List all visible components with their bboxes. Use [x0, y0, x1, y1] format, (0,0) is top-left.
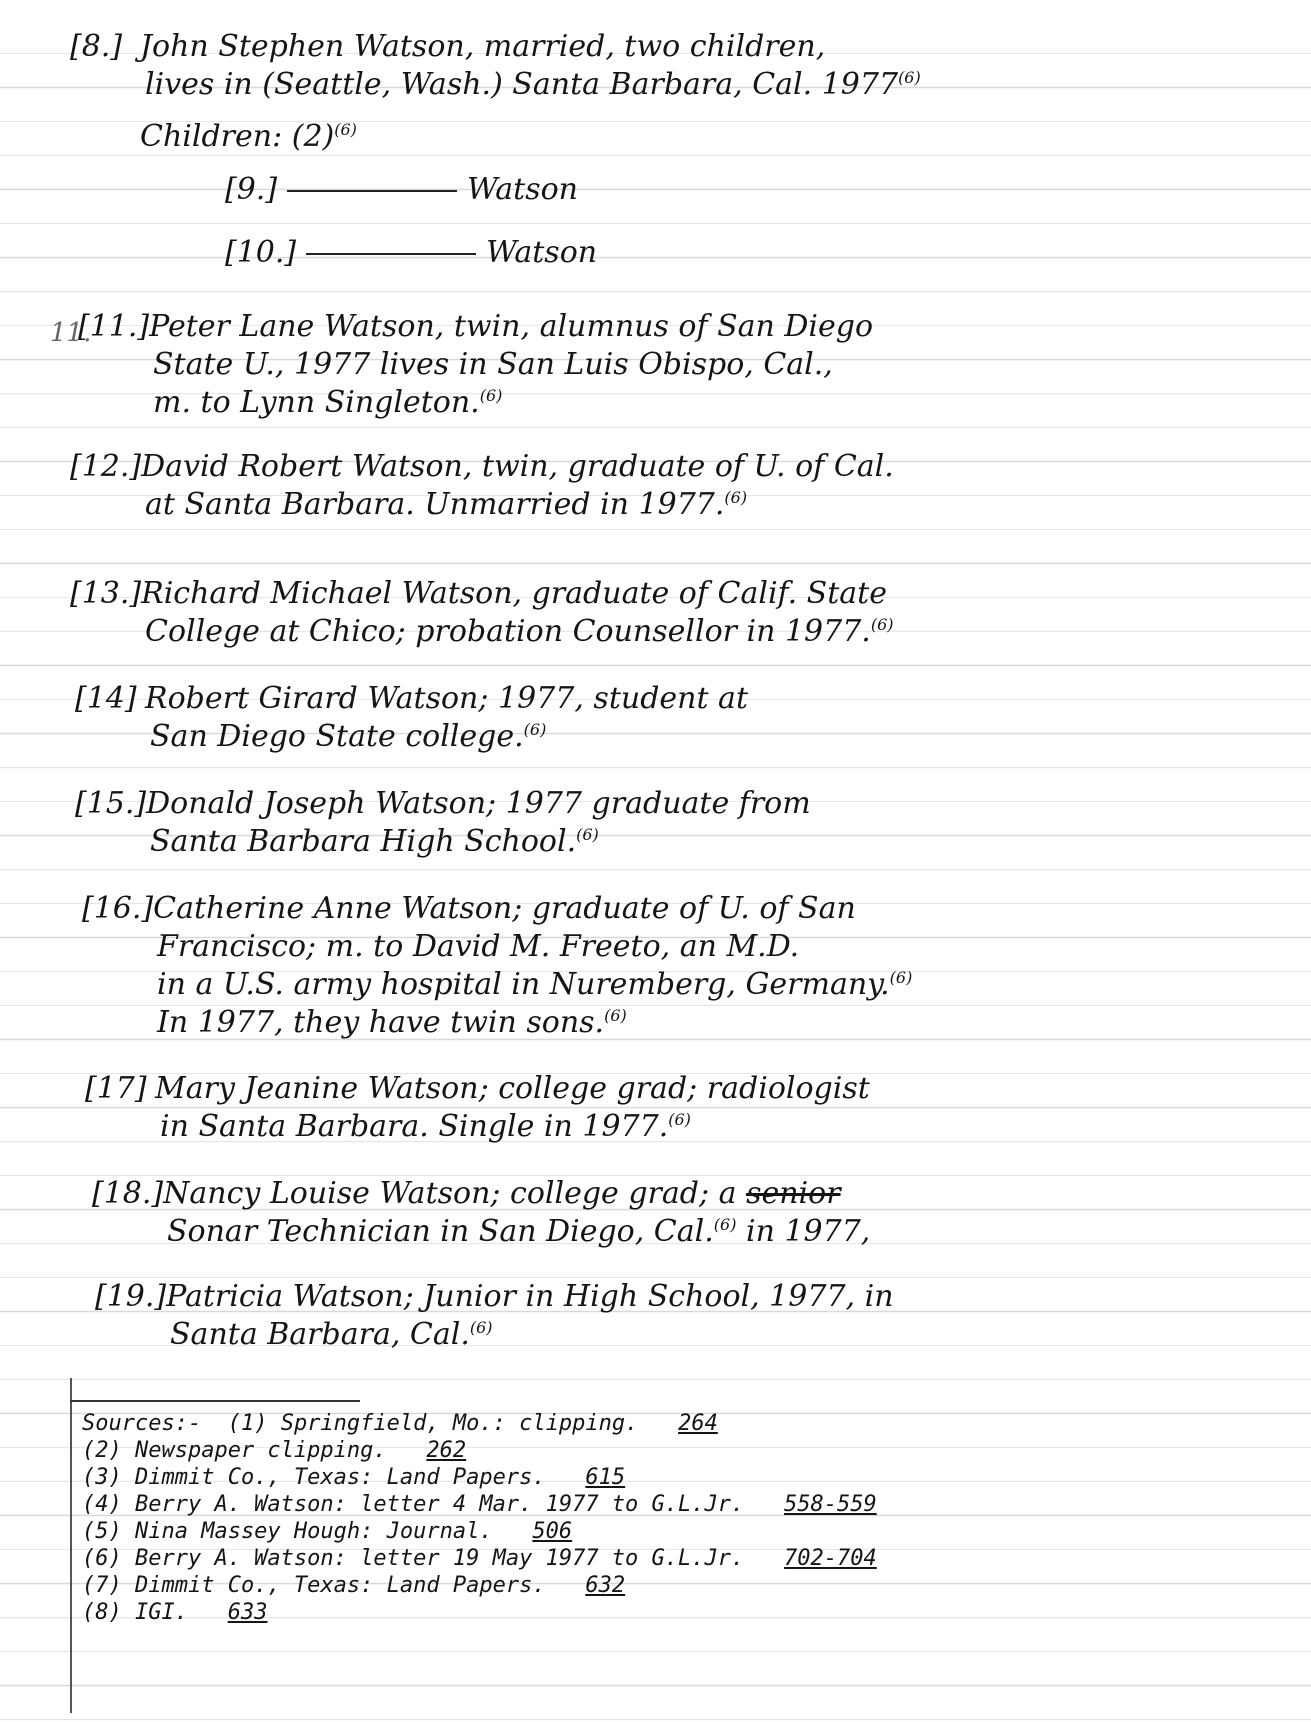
entry-15: [75, 785, 811, 861]
source-ref: (6): [713, 1215, 737, 1234]
name-blank: [287, 190, 457, 192]
entry-text: lives in (Seattle, Wash.) Santa Barbara, Cal. 1977: [145, 67, 899, 102]
source-page: 702-704: [784, 1546, 877, 1571]
entry-text: In 1977, they have twin sons.: [157, 1005, 605, 1040]
source-item: (3) Dimmit Co., Texas: Land Papers. 615: [82, 1465, 626, 1490]
entry-number: [13.]: [70, 576, 142, 611]
entry-text: at Santa Barbara. Unmarried in 1977.: [145, 487, 725, 522]
children-label: Children:: [140, 119, 283, 154]
source-item: (2) Newspaper clipping. 262: [82, 1438, 467, 1463]
source-ref: (6): [576, 825, 599, 844]
margin-mark: 11.: [50, 318, 92, 348]
entry-text: Nancy Louise Watson; college grad; a: [163, 1176, 737, 1211]
entry-text: Sonar Technician in San Diego, Cal.: [167, 1214, 714, 1249]
entry-16: [82, 890, 912, 1042]
entry-18: [92, 1175, 870, 1251]
entry-8: [70, 28, 921, 104]
sources-list: [82, 1410, 877, 1626]
entry-number: [10.]: [225, 235, 297, 270]
child-9: [225, 172, 578, 207]
entry-text: m. to Lynn Singleton.: [153, 385, 480, 420]
sources-rule: [70, 1400, 360, 1402]
children-heading: [140, 118, 357, 156]
source-page: 632: [585, 1573, 626, 1598]
entry-text: Santa Barbara, Cal.: [170, 1317, 470, 1352]
entry-text: Donald Joseph Watson; 1977 graduate from: [146, 786, 811, 821]
entry-text: Peter Lane Watson, twin, alumnus of San Diego: [149, 309, 874, 344]
source-item: (7) Dimmit Co., Texas: Land Papers. 632: [82, 1573, 626, 1598]
entry-11: [78, 308, 873, 422]
child-10: [225, 235, 597, 270]
source-item: (1) Springfield, Mo.: clipping. 264: [227, 1411, 718, 1436]
child-surname: Watson: [486, 235, 598, 270]
entry-19: [95, 1278, 894, 1354]
entry-text: in Santa Barbara. Single in 1977.: [160, 1109, 669, 1144]
source-ref: (6): [898, 68, 921, 87]
entry-number: [14]: [75, 681, 137, 716]
entry-text: David Robert Watson, twin, graduate of U. of Cal.: [141, 449, 894, 484]
entry-number: [8.]: [70, 29, 123, 64]
source-ref: (6): [604, 1006, 627, 1025]
entry-12: [70, 448, 894, 524]
source-page: 633: [227, 1600, 268, 1625]
entry-number: [17]: [85, 1071, 147, 1106]
entry-text: San Diego State college.: [150, 719, 524, 754]
source-page: 506: [532, 1519, 573, 1544]
source-page: 558-559: [784, 1492, 877, 1517]
source-item: (5) Nina Massey Hough: Journal. 506: [82, 1519, 573, 1544]
entry-number: [19.]: [95, 1279, 167, 1314]
source-page: 262: [426, 1438, 467, 1463]
entry-text: in a U.S. army hospital in Nuremberg, Germany.: [157, 967, 890, 1002]
entry-text: Catherine Anne Watson; graduate of U. of San: [153, 891, 856, 926]
entry-number: [11.]: [78, 309, 150, 344]
entry-number: [15.]: [75, 786, 147, 821]
entry-text: Francisco; m. to David M. Freeto, an M.D.: [157, 929, 800, 964]
source-ref: (6): [334, 120, 357, 139]
source-ref: (6): [870, 615, 894, 634]
children-count: (2): [291, 119, 335, 154]
source-item: (8) IGI. 633: [82, 1600, 268, 1625]
entry-text: Richard Michael Watson, graduate of Calif. State: [141, 576, 887, 611]
source-item: (4) Berry A. Watson: letter 4 Mar. 1977 to G.L.Jr. 558-559: [82, 1492, 877, 1517]
source-ref: (6): [889, 968, 913, 987]
source-ref: (6): [523, 720, 547, 739]
name-blank: [306, 253, 476, 255]
entry-text: Santa Barbara High School.: [150, 824, 577, 859]
entry-text: College at Chico; probation Counsellor in 1977.: [145, 614, 871, 649]
entry-number: [9.]: [225, 172, 278, 207]
entry-14: [75, 680, 748, 756]
entry-text: Patricia Watson; Junior in High School, 1977, in: [166, 1279, 894, 1314]
child-surname: Watson: [467, 172, 578, 207]
entry-text: John Stephen Watson, married, two children,: [140, 29, 826, 64]
sources-heading: Sources:-: [82, 1411, 202, 1436]
source-ref: (6): [724, 488, 748, 507]
entry-text: State U., 1977 lives in San Luis Obispo, Cal.,: [153, 347, 833, 382]
entry-17: [85, 1070, 870, 1146]
entry-text: Mary Jeanine Watson; college grad; radiologist: [155, 1071, 870, 1106]
entry-text: Robert Girard Watson; 1977, student at: [145, 681, 749, 716]
entry-number: [16.]: [82, 891, 154, 926]
source-item: (6) Berry A. Watson: letter 19 May 1977 to G.L.Jr. 702-704: [82, 1546, 877, 1571]
struck-word: senior: [746, 1176, 841, 1211]
source-page: 264: [678, 1411, 718, 1436]
source-ref: (6): [479, 386, 503, 405]
entry-13: [70, 575, 894, 651]
source-ref: (6): [668, 1110, 691, 1129]
source-ref: (6): [469, 1318, 493, 1337]
entry-number: [12.]: [70, 449, 142, 484]
entry-number: [18.]: [92, 1176, 164, 1211]
source-page: 615: [585, 1465, 626, 1490]
entry-trail: in 1977,: [746, 1214, 871, 1249]
